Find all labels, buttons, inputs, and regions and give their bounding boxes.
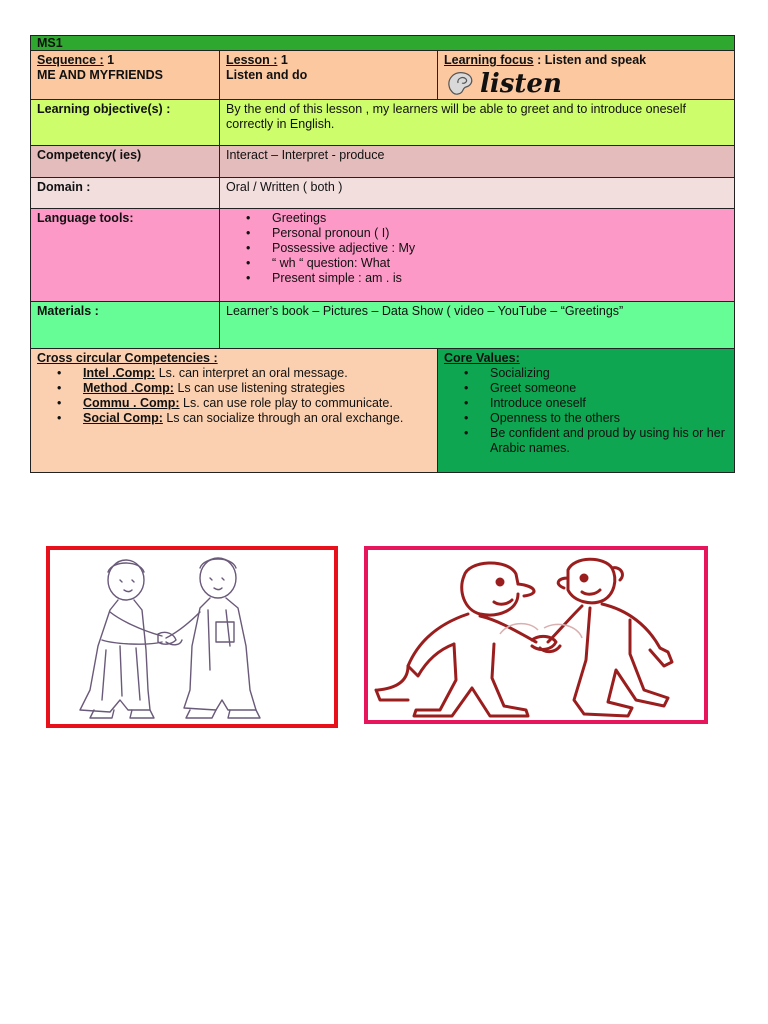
lesson-number: 1 — [280, 53, 288, 67]
competency-value-cell — [220, 146, 735, 178]
listen-logo — [444, 69, 728, 97]
level-header — [31, 36, 735, 51]
competency-text: Ls can use listening strategies — [173, 381, 345, 395]
materials-value: Learner’s book – Pictures – Data Show ( video – YouTube – “Greetings” — [226, 304, 624, 318]
cartoon-men-shaking-hands-picture — [364, 546, 708, 724]
core-values-cell — [438, 349, 735, 473]
competency-text: Ls can socialize through an oral exchange. — [162, 411, 404, 425]
learning-focus-cell — [438, 51, 735, 100]
domain-label-cell — [31, 178, 220, 209]
list-item: • Socializing — [490, 366, 728, 381]
domain-value: Oral / Written ( both ) — [226, 180, 343, 194]
boys-shaking-hands-illustration — [50, 550, 334, 724]
list-item: • “ wh “ question: What — [272, 256, 728, 271]
objective-label: Learning objective(s) : — [37, 102, 171, 116]
lesson-title: Listen and do — [226, 68, 308, 82]
list-item — [83, 366, 431, 381]
materials-label-cell — [31, 302, 220, 349]
objective-value: By the end of this lesson , my learners will be able to greet and to introduce oneself correctly in English. — [226, 102, 686, 131]
lesson-label: Lesson : — [226, 53, 278, 67]
competency-name: Intel .Comp: — [83, 366, 156, 380]
competency-label: Competency( ies) — [37, 148, 142, 162]
list-item — [83, 396, 431, 411]
learning-focus-value: : Listen and speak — [537, 53, 647, 67]
objective-label-cell — [31, 100, 220, 146]
competency-name: Social Comp: — [83, 411, 163, 425]
competency-label-cell — [31, 146, 220, 178]
list-item: • Possessive adjective : My — [272, 241, 728, 256]
competency-name: Method .Comp: — [83, 381, 174, 395]
learning-focus-label: Learning focus — [444, 53, 534, 67]
competency-text: Ls. can interpret an oral message. — [155, 366, 348, 380]
cartoon-men-shaking-hands-illustration — [368, 550, 704, 720]
boys-shaking-hands-picture — [46, 546, 338, 728]
lesson-plan-table — [30, 35, 735, 473]
sequence-cell — [31, 51, 220, 100]
list-item: • Be confident and proud by using his or her Arabic names. — [490, 426, 728, 456]
competency-text: Ls. can use role play to communicate. — [179, 396, 393, 410]
domain-label: Domain : — [37, 180, 91, 194]
list-item: • Greetings — [272, 211, 728, 226]
language-tools-label-cell — [31, 209, 220, 302]
list-item: • Personal pronoun ( I) — [272, 226, 728, 241]
lesson-cell — [220, 51, 438, 100]
level-label: MS1 — [37, 36, 63, 50]
language-tools-value-cell — [220, 209, 735, 302]
sequence-label: Sequence : — [37, 53, 104, 67]
core-values-list — [444, 366, 728, 456]
materials-label: Materials : — [37, 304, 99, 318]
language-tools-label: Language tools: — [37, 211, 134, 225]
domain-value-cell — [220, 178, 735, 209]
objective-value-cell — [220, 100, 735, 146]
list-item: • Openness to the others — [490, 411, 728, 426]
cross-competencies-list — [37, 366, 431, 426]
ear-icon — [444, 69, 672, 97]
cross-competencies-cell — [31, 349, 438, 473]
list-item: • Introduce oneself — [490, 396, 728, 411]
list-item — [83, 411, 431, 426]
list-item — [83, 381, 431, 396]
core-values-label: Core Values: — [444, 351, 520, 365]
sequence-title: ME AND MYFRIENDS — [37, 68, 163, 82]
list-item: • Present simple : am . is — [272, 271, 728, 286]
competency-name: Commu . Comp: — [83, 396, 180, 410]
materials-value-cell — [220, 302, 735, 349]
language-tools-list — [226, 211, 728, 286]
svg-text:listen: listen — [480, 69, 562, 97]
list-item: • Greet someone — [490, 381, 728, 396]
competency-value: Interact – Interpret - produce — [226, 148, 385, 162]
cross-competencies-label: Cross circular Competencies : — [37, 351, 218, 365]
sequence-number: 1 — [107, 53, 115, 67]
